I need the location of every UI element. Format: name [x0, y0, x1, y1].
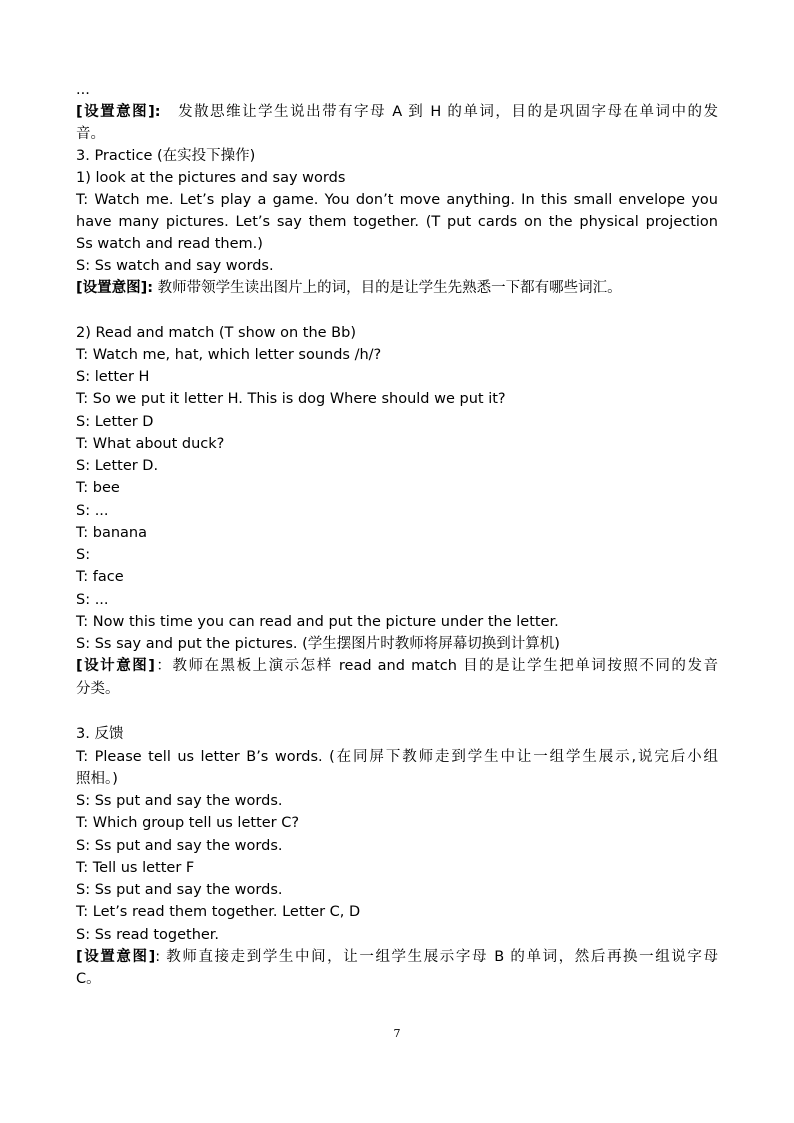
text-line: 分类。 [76, 681, 120, 697]
dialogue-line: have many pictures. Let’s say them together. (T put cards on the physical projection [76, 214, 718, 230]
dialogue-line: T: So we put it letter H. This is dog Where should we put it? [76, 391, 506, 407]
design-intent-4 [76, 947, 718, 967]
dialogue-line: S: Letter D [76, 414, 154, 430]
text-line: 音。 [76, 126, 105, 142]
dialogue-line: S: Ss put and say the words. [76, 882, 283, 898]
design-intent-label: [设置意图]: [76, 104, 161, 120]
dialogue-line: T: bee [76, 480, 120, 496]
dialogue-line: S: letter H [76, 369, 150, 385]
dialogue-line: T: What about duck? [76, 436, 225, 452]
design-intent-1 [76, 102, 718, 122]
dialogue-line: S: Ss put and say the words. [76, 838, 283, 854]
dialogue-line: S: Letter D. [76, 458, 159, 474]
dialogue-line: S: Ss say and put the pictures. (学生摆图片时教师将屏幕切换到计算机) [76, 636, 560, 652]
dialogue-line: S: Ss read together. [76, 927, 220, 943]
text-line: C。 [76, 971, 101, 987]
design-intent-label: [设计意图] [76, 658, 155, 674]
design-intent-label: [设置意图] [76, 949, 156, 965]
dialogue-line: T: Watch me, hat, which letter sounds /h/? [76, 347, 382, 363]
dialogue-line: S: Ss put and say the words. [76, 793, 283, 809]
dialogue-line: Ss watch and read them.) [76, 236, 263, 252]
dialogue-line: T: banana [76, 525, 147, 541]
dialogue-line: T: Watch me. Let’s play a game. You don’t move anything. In this small envelope you [76, 192, 718, 208]
design-intent-text: 发散思维让学生说出带有字母 A 到 H 的单词，目的是巩固字母在单词中的发 [160, 104, 718, 120]
design-intent-text: ：教师在黑板上演示怎样 read and match 目的是让学生把单词按照不同的发音 [154, 658, 718, 674]
dialogue-line: S: Ss watch and say words. [76, 258, 274, 274]
subheading-read-and-match: 2) Read and match (T show on the Bb) [76, 325, 356, 341]
subheading-look-and-say: 1) look at the pictures and say words [76, 170, 346, 186]
dialogue-line: S: ... [76, 592, 109, 608]
section-heading-feedback: 3. 反馈 [76, 726, 124, 742]
section-heading-practice: 3. Practice (在实投下操作) [76, 148, 256, 164]
design-intent-label: [设置意图]: [76, 280, 154, 296]
design-intent-text: 教师带领学生读出图片上的词，目的是让学生先熟悉一下都有哪些词汇。 [153, 280, 622, 296]
dialogue-line: T: Which group tell us letter C? [76, 815, 300, 831]
dialogue-line: T: Now this time you can read and put the picture under the letter. [76, 614, 559, 630]
dialogue-line: T: face [76, 569, 124, 585]
design-intent-text: : 教师直接走到学生中间，让一组学生展示字母 B 的单词，然后再换一组说字母 [155, 949, 718, 965]
page-number: 7 [393, 1027, 401, 1040]
dialogue-line: S: [76, 547, 91, 563]
text-line: 照相。) [76, 771, 118, 787]
dialogue-line: S: ... [76, 503, 109, 519]
design-intent-3 [76, 656, 718, 676]
dialogue-line: T: Tell us letter F [76, 860, 195, 876]
ellipsis-line: ... [76, 82, 90, 98]
design-intent-2 [76, 278, 622, 298]
dialogue-line: T: Please tell us letter B’s words. (在同屏下教师走到学生中让一组学生展示,说完后小组 [76, 749, 718, 765]
dialogue-line: T: Let’s read them together. Letter C, D [76, 904, 361, 920]
